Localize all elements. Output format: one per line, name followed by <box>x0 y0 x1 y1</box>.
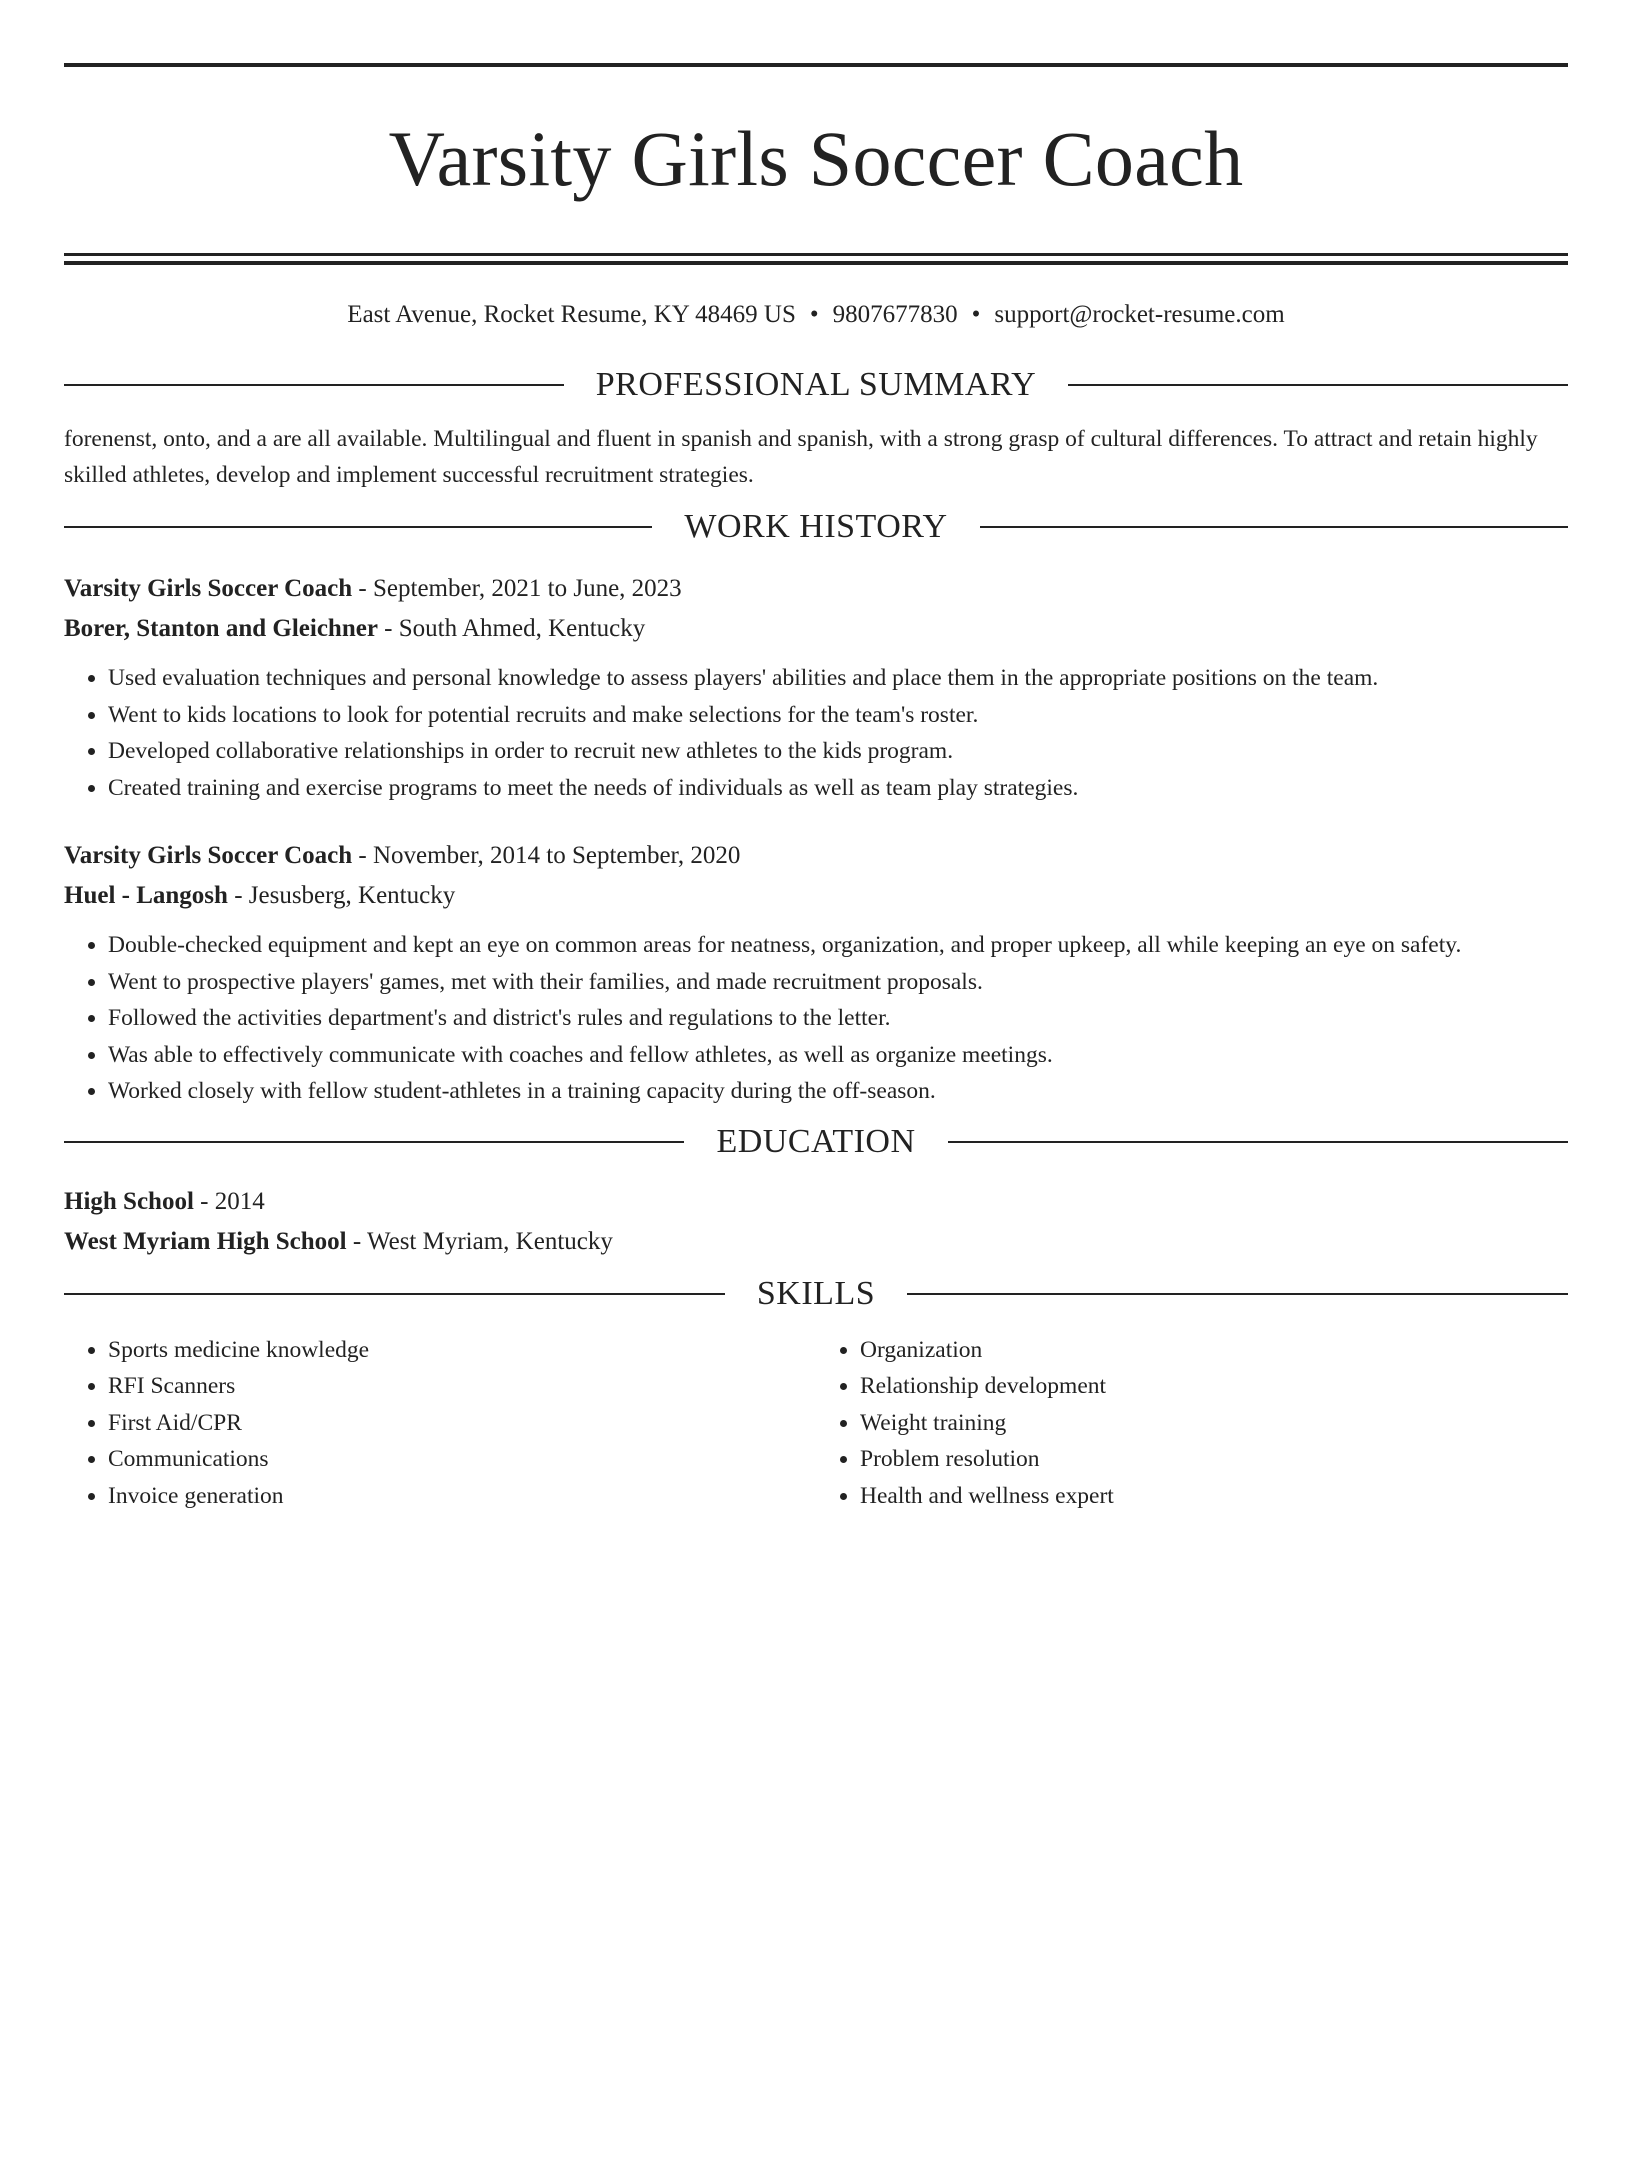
double-rule <box>64 253 1568 265</box>
job-entry-1 <box>64 569 1568 806</box>
job-bullets <box>64 927 1568 1110</box>
job-company: Huel - Langosh <box>64 882 228 909</box>
job-dates: - November, 2014 to September, 2020 <box>352 842 741 869</box>
job-company: Borer, Stanton and Gleichner <box>64 615 378 642</box>
job-bullet: • Worked closely with fellow student-athletes in a training capacity during the off-season. <box>108 1073 1568 1110</box>
work-history-heading <box>64 507 1568 547</box>
skills-heading <box>64 1274 1568 1314</box>
job-bullet: • Double-checked equipment and kept an eye on common areas for neatness, organization, and proper upkeep, all while keeping an eye on safety. <box>108 927 1568 964</box>
job-title: Varsity Girls Soccer Coach <box>64 575 353 602</box>
education-degree: High School <box>64 1187 194 1215</box>
skill-item: • First Aid/CPR <box>108 1405 816 1442</box>
skill-item: • Weight training <box>860 1405 1568 1442</box>
job-bullet: • Went to prospective players' games, met with their families, and made recruitment proposals. <box>108 964 1568 1001</box>
job-title-line <box>64 569 1568 609</box>
heading-rule-left <box>64 1141 684 1143</box>
job-bullet: • Created training and exercise programs to meet the needs of individuals as well as team play strategies. <box>108 770 1568 807</box>
skill-item: • Relationship development <box>860 1368 1568 1405</box>
skills-columns <box>64 1332 1568 1515</box>
contact-address: East Avenue, Rocket Resume, KY 48469 US <box>347 301 796 328</box>
job-bullets <box>64 660 1568 806</box>
job-bullet: • Used evaluation techniques and personal knowledge to assess players' abilities and place them in the appropriate positions on the team. <box>108 660 1568 697</box>
job-entry-2 <box>64 836 1568 1110</box>
skill-item: • Organization <box>860 1332 1568 1369</box>
skills-list-left <box>64 1332 816 1515</box>
job-bullet: • Developed collaborative relationships in order to recruit new athletes to the kids program. <box>108 733 1568 770</box>
education-entry <box>64 1182 1568 1262</box>
skill-item: • Invoice generation <box>108 1478 816 1515</box>
education-degree-line <box>64 1182 1568 1222</box>
job-title-line <box>64 836 1568 876</box>
contact-separator: • <box>971 301 981 328</box>
resume-page <box>0 63 1632 2175</box>
skill-item: • RFI Scanners <box>108 1368 816 1405</box>
job-bullet: • Followed the activities department's and district's rules and regulations to the letter. <box>108 1000 1568 1037</box>
contact-phone: 9807677830 <box>832 301 958 328</box>
contact-line <box>64 299 1568 331</box>
job-bullet: • Was able to effectively communicate with coaches and fellow athletes, as well as organize meetings. <box>108 1037 1568 1074</box>
heading-rule-right <box>948 1141 1568 1143</box>
work-history-heading-label: WORK HISTORY <box>684 508 948 545</box>
education-location: - West Myriam, Kentucky <box>346 1227 613 1255</box>
job-title: Varsity Girls Soccer Coach <box>64 842 353 869</box>
summary-heading-label: PROFESSIONAL SUMMARY <box>595 366 1037 403</box>
heading-rule-right <box>1068 384 1568 386</box>
skill-item: • Communications <box>108 1441 816 1478</box>
job-location: - Jesusberg, Kentucky <box>227 882 456 909</box>
job-company-line <box>64 876 1568 916</box>
skills-heading-label: SKILLS <box>756 1274 876 1312</box>
heading-rule-left <box>64 384 564 386</box>
heading-rule-left <box>64 526 652 528</box>
skills-list-right <box>816 1332 1568 1515</box>
skill-item: • Health and wellness expert <box>860 1478 1568 1515</box>
contact-separator: • <box>809 301 819 328</box>
education-school: West Myriam High School <box>64 1227 347 1255</box>
summary-heading <box>64 365 1568 405</box>
skill-item: • Sports medicine knowledge <box>108 1332 816 1369</box>
education-school-line <box>64 1222 1568 1262</box>
heading-rule-right <box>980 526 1568 528</box>
skill-item: • Problem resolution <box>860 1441 1568 1478</box>
job-dates: - September, 2021 to June, 2023 <box>352 575 682 602</box>
education-heading <box>64 1122 1568 1162</box>
education-heading-label: EDUCATION <box>716 1122 916 1160</box>
job-bullet: • Went to kids locations to look for potential recruits and make selections for the team's roster. <box>108 697 1568 734</box>
heading-rule-left <box>64 1293 725 1295</box>
contact-email: support@rocket-resume.com <box>994 301 1285 328</box>
summary-text: forenenst, onto, and a are all available. Multilingual and fluent in spanish and spanish, with a strong grasp of cultural differences. To attract and retain highly skilled athletes, develop and implement successful recruitment strategies. <box>64 426 1538 488</box>
education-year: - 2014 <box>193 1187 265 1215</box>
job-location: - South Ahmed, Kentucky <box>377 615 646 642</box>
heading-rule-right <box>907 1293 1568 1295</box>
resume-name: Varsity Girls Soccer Coach <box>388 115 1244 202</box>
job-company-line <box>64 609 1568 649</box>
